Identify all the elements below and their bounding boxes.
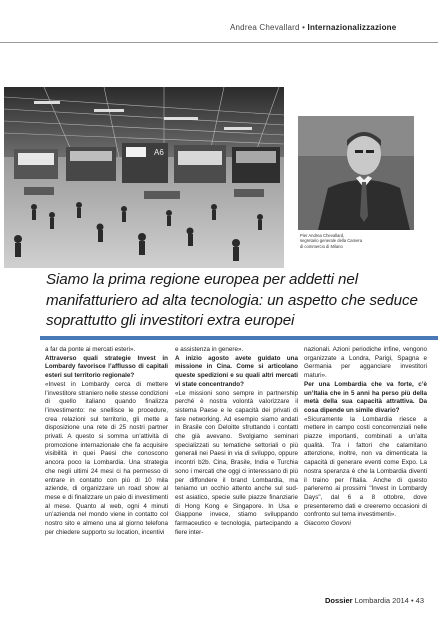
body-paragraph: nazionali. Azioni periodiche infine, vengono organizzate a Londra, Parigi, Spagna e Germania per agganciare investitori maturi».: [304, 346, 427, 380]
trade-fair-illustration: [4, 87, 284, 268]
body-paragraph: a far da ponte ai mercati esteri».: [45, 346, 136, 353]
caption-line: di commercio di Milano: [300, 243, 343, 249]
folio-edition: Lombardia 2014: [354, 596, 409, 605]
article-column-3: [304, 346, 427, 529]
trade-fair-photo: [4, 87, 284, 268]
running-header: [0, 13, 438, 43]
page-folio: [325, 596, 424, 605]
body-paragraph: «Le missioni sono sempre in partnership perché è nostra volontà valorizzare il sistema Paese e le capacità dei privati di fare networking. Ad esempio siamo andati in Brasile con Deloitte sfruttando i contatti che già avevano. Svolgiamo seminari specializzati su tematiche settoriali o più generali nei Paesi in via di sviluppo, oppure incontri b2b. Cina, Brasile, India e Turchia sono i mercati che oggi ci interessano di più per diffondere il brand Lombardia, ma teniamo un occhio attento anche sul sud-est asiatico, specie sulle piazze finanziarie di Hong Kong e Singapore. In Usa e Giappone invece, stiamo sviluppando farmaceutico e tecnologia, partecipando a fiere inter-: [175, 389, 298, 536]
svg-text:A6: A6: [154, 148, 164, 157]
author-signature: Giacomo Govoni: [304, 520, 351, 528]
interview-question: Per una Lombardia che va forte, c’è un’Italia che in 5 anni ha perso più della metà della sua capacità attrattiva. Da cosa dipende un simile divario?: [304, 380, 427, 414]
body-paragraph: «Invest in Lombardy cerca di mettere l’investitore straniero nelle stesse condizioni di quello italiano quando finalizza l’investimento: ne snellisce le procedure, crea relazioni sul territorio, gli mette a disposizione una rete di 25 nostri partner privati. A questo si somma un’attività di promozione internazionale che fa acquisire visibilità in quei Paesi che conoscono ancora poco la Lombardia. Una strategia che negli ultimi 24 mesi ci ha permesso di entrare in contatto con più di 10 mila aziende, di organizzare un road show al mese e di finalizzare un paio di investimenti al mese. Quanto al web, ogni 4 minuti un’azienda nel mondo viene in contatto col nostro sito e almeno una al giorno telefona per chiedere supporto su location, incentivi: [45, 380, 168, 536]
folio-page-number: • 43: [410, 596, 424, 605]
portrait-illustration: [298, 116, 414, 230]
portrait-photo: [298, 116, 414, 230]
article-column-2: [175, 346, 298, 537]
caption-line: segretario generale della Camera: [300, 238, 363, 244]
interview-question: Attraverso quali strategie Invest in Lombardy favorisce l’afflusso di capitali esteri sul territorio regionale?: [45, 354, 168, 380]
article-column-1: [45, 346, 168, 537]
body-paragraph: e assistenza in genere».: [175, 346, 244, 353]
caption-line: Pier Andrea Chevallard,: [300, 233, 345, 238]
folio-magazine: Dossier: [325, 596, 353, 605]
pull-quote: Siamo la prima regione europea per addetti nel manifatturiero ad alta tecnologia: un aspetto che seduce soprattutto gli investitori extra europei: [46, 271, 418, 329]
body-paragraph: «Sicuramente la Lombardia riesce a mettere in campo costi concorrenziali nelle piazze importanti, combinati a un’alta qualità. Tra i fattori che calamitano attenzione, inoltre, non va dimenticata la capacità di generare eventi come Expo. La nostra speranza è che la Lombardia diventi il traino per l’Italia. Anche di questo parleremo ai prossimi "Invest in Lombardy Days", dal 6 a 8 ottobre, dove presenteremo dati e creeremo occasioni di confronto sul tema investimenti».: [304, 415, 427, 519]
accent-rule: [40, 336, 438, 340]
header-section: Internazionalizzazione: [307, 23, 397, 32]
interview-question: A inizio agosto avete guidato una missione in Cina. Come si articolano queste spedizioni e su quali altri mercati vi state concentrando?: [175, 354, 298, 388]
header-author: Andrea Chevallard: [230, 23, 300, 32]
header-bullet: •: [302, 23, 308, 32]
photo-caption: [300, 233, 400, 249]
